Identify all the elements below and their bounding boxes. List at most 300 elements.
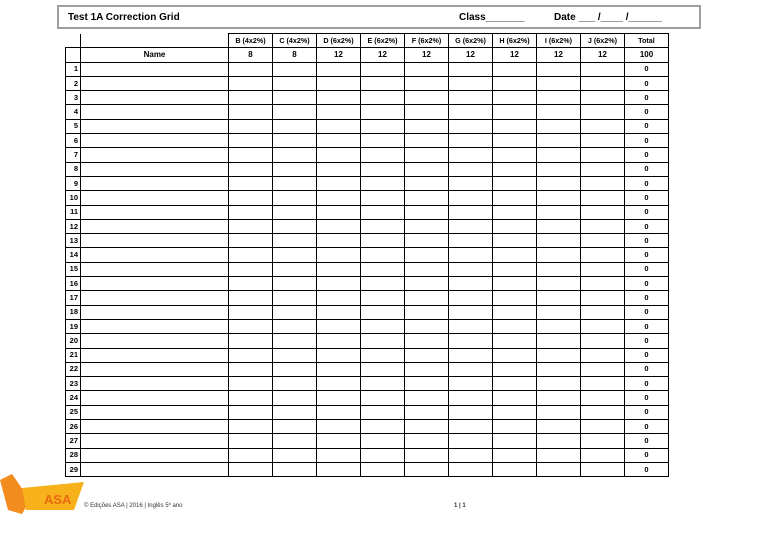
score-cell[interactable] (405, 119, 449, 133)
score-cell[interactable] (493, 191, 537, 205)
score-cell[interactable] (449, 91, 493, 105)
score-cell[interactable] (537, 277, 581, 291)
score-cell[interactable] (361, 134, 405, 148)
table-row (66, 305, 669, 319)
score-cell[interactable] (273, 391, 317, 405)
score-cell[interactable] (317, 377, 361, 391)
student-name-cell[interactable] (81, 234, 229, 248)
score-cell[interactable] (537, 362, 581, 376)
score-cell[interactable] (493, 76, 537, 90)
score-cell[interactable] (405, 420, 449, 434)
score-cell[interactable] (537, 334, 581, 348)
score-cell[interactable] (449, 362, 493, 376)
student-name-cell[interactable] (81, 134, 229, 148)
student-name-cell[interactable] (81, 319, 229, 333)
score-cell[interactable] (361, 334, 405, 348)
score-cell[interactable] (273, 305, 317, 319)
score-cell[interactable] (273, 62, 317, 76)
score-cell[interactable] (537, 119, 581, 133)
score-cell[interactable] (361, 362, 405, 376)
score-cell[interactable] (317, 105, 361, 119)
score-cell[interactable] (361, 262, 405, 276)
score-cell[interactable] (493, 248, 537, 262)
score-cell[interactable] (317, 448, 361, 462)
student-name-cell[interactable] (81, 262, 229, 276)
score-cell[interactable] (317, 434, 361, 448)
score-cell[interactable] (449, 391, 493, 405)
score-cell[interactable] (361, 248, 405, 262)
score-cell[interactable] (405, 319, 449, 333)
score-cell[interactable] (361, 462, 405, 476)
score-cell[interactable] (405, 176, 449, 190)
score-cell[interactable] (581, 148, 625, 162)
score-cell[interactable] (581, 377, 625, 391)
score-cell[interactable] (361, 420, 405, 434)
score-cell[interactable] (405, 348, 449, 362)
score-cell[interactable] (537, 391, 581, 405)
student-name-cell[interactable] (81, 205, 229, 219)
score-cell[interactable] (273, 291, 317, 305)
score-cell[interactable] (581, 219, 625, 233)
score-cell[interactable] (361, 76, 405, 90)
student-name-cell[interactable] (81, 462, 229, 476)
column-max-score: 12 (405, 48, 449, 62)
score-cell[interactable] (273, 334, 317, 348)
score-cell[interactable] (405, 334, 449, 348)
score-cell[interactable] (581, 462, 625, 476)
score-cell[interactable] (273, 76, 317, 90)
score-cell[interactable] (449, 462, 493, 476)
score-cell[interactable] (273, 191, 317, 205)
score-cell[interactable] (229, 434, 273, 448)
score-cell[interactable] (493, 319, 537, 333)
score-cell[interactable] (317, 134, 361, 148)
score-cell[interactable] (405, 248, 449, 262)
score-cell[interactable] (537, 348, 581, 362)
score-cell[interactable] (537, 176, 581, 190)
score-cell[interactable] (405, 191, 449, 205)
score-cell[interactable] (537, 234, 581, 248)
score-cell[interactable] (229, 162, 273, 176)
score-cell[interactable] (581, 248, 625, 262)
score-cell[interactable] (537, 205, 581, 219)
score-cell[interactable] (405, 62, 449, 76)
score-cell[interactable] (229, 391, 273, 405)
score-cell[interactable] (493, 305, 537, 319)
score-cell[interactable] (493, 162, 537, 176)
score-cell[interactable] (273, 405, 317, 419)
score-cell[interactable] (449, 420, 493, 434)
student-name-cell[interactable] (81, 391, 229, 405)
score-cell[interactable] (317, 305, 361, 319)
date-field[interactable]: Date ___ /____ /______ (554, 12, 662, 23)
score-cell[interactable] (405, 91, 449, 105)
score-cell[interactable] (273, 119, 317, 133)
score-cell[interactable] (317, 205, 361, 219)
score-cell[interactable] (361, 291, 405, 305)
student-name-cell[interactable] (81, 191, 229, 205)
score-cell[interactable] (273, 448, 317, 462)
score-cell[interactable] (581, 434, 625, 448)
score-cell[interactable] (581, 205, 625, 219)
score-cell[interactable] (537, 462, 581, 476)
score-cell[interactable] (317, 219, 361, 233)
score-cell[interactable] (273, 262, 317, 276)
score-cell[interactable] (449, 234, 493, 248)
score-cell[interactable] (229, 148, 273, 162)
student-name-cell[interactable] (81, 162, 229, 176)
score-cell[interactable] (361, 162, 405, 176)
score-cell[interactable] (317, 319, 361, 333)
score-cell[interactable] (317, 162, 361, 176)
student-name-cell[interactable] (81, 420, 229, 434)
score-cell[interactable] (537, 76, 581, 90)
score-cell[interactable] (405, 148, 449, 162)
score-cell[interactable] (537, 262, 581, 276)
score-cell[interactable] (229, 134, 273, 148)
score-cell[interactable] (493, 362, 537, 376)
score-cell[interactable] (273, 162, 317, 176)
score-cell[interactable] (317, 291, 361, 305)
score-cell[interactable] (229, 219, 273, 233)
score-cell[interactable] (317, 262, 361, 276)
score-cell[interactable] (493, 291, 537, 305)
score-cell[interactable] (405, 434, 449, 448)
score-cell[interactable] (493, 462, 537, 476)
score-cell[interactable] (537, 405, 581, 419)
score-cell[interactable] (449, 448, 493, 462)
student-name-cell[interactable] (81, 377, 229, 391)
score-cell[interactable] (405, 219, 449, 233)
score-cell[interactable] (405, 377, 449, 391)
score-cell[interactable] (229, 191, 273, 205)
score-cell[interactable] (273, 462, 317, 476)
score-cell[interactable] (493, 234, 537, 248)
score-cell[interactable] (273, 105, 317, 119)
score-cell[interactable] (581, 448, 625, 462)
score-cell[interactable] (317, 405, 361, 419)
score-cell[interactable] (581, 191, 625, 205)
student-name-cell[interactable] (81, 334, 229, 348)
score-cell[interactable] (361, 234, 405, 248)
student-name-cell[interactable] (81, 291, 229, 305)
score-cell[interactable] (405, 405, 449, 419)
score-cell[interactable] (273, 277, 317, 291)
score-cell[interactable] (449, 105, 493, 119)
score-cell[interactable] (361, 391, 405, 405)
score-cell[interactable] (229, 176, 273, 190)
score-cell[interactable] (229, 62, 273, 76)
score-cell[interactable] (273, 362, 317, 376)
score-cell[interactable] (229, 405, 273, 419)
score-cell[interactable] (361, 191, 405, 205)
score-cell[interactable] (405, 448, 449, 462)
score-cell[interactable] (493, 420, 537, 434)
score-cell[interactable] (581, 420, 625, 434)
score-cell[interactable] (449, 134, 493, 148)
score-cell[interactable] (449, 291, 493, 305)
student-name-cell[interactable] (81, 148, 229, 162)
score-cell[interactable] (581, 319, 625, 333)
score-cell[interactable] (493, 377, 537, 391)
score-cell[interactable] (317, 362, 361, 376)
score-cell[interactable] (229, 448, 273, 462)
score-cell[interactable] (581, 105, 625, 119)
score-cell[interactable] (581, 234, 625, 248)
score-cell[interactable] (449, 119, 493, 133)
score-cell[interactable] (449, 219, 493, 233)
student-name-cell[interactable] (81, 348, 229, 362)
student-name-cell[interactable] (81, 248, 229, 262)
student-name-cell[interactable] (81, 448, 229, 462)
score-cell[interactable] (317, 234, 361, 248)
score-cell[interactable] (361, 119, 405, 133)
score-cell[interactable] (449, 191, 493, 205)
score-cell[interactable] (361, 377, 405, 391)
score-cell[interactable] (405, 262, 449, 276)
score-cell[interactable] (537, 377, 581, 391)
score-cell[interactable] (449, 277, 493, 291)
score-cell[interactable] (449, 76, 493, 90)
score-cell[interactable] (493, 405, 537, 419)
score-cell[interactable] (229, 91, 273, 105)
score-cell[interactable] (493, 262, 537, 276)
row-number: 17 (66, 291, 81, 305)
student-name-cell[interactable] (81, 62, 229, 76)
score-cell[interactable] (537, 191, 581, 205)
score-cell[interactable] (493, 391, 537, 405)
score-cell[interactable] (273, 434, 317, 448)
score-cell[interactable] (229, 362, 273, 376)
table-row (66, 405, 669, 419)
score-cell[interactable] (361, 405, 405, 419)
score-cell[interactable] (493, 219, 537, 233)
score-cell[interactable] (537, 248, 581, 262)
score-cell[interactable] (581, 362, 625, 376)
score-cell[interactable] (493, 105, 537, 119)
score-cell[interactable] (493, 277, 537, 291)
score-cell[interactable] (449, 148, 493, 162)
score-cell[interactable] (493, 348, 537, 362)
score-cell[interactable] (405, 291, 449, 305)
score-cell[interactable] (361, 305, 405, 319)
score-cell[interactable] (537, 291, 581, 305)
score-cell[interactable] (317, 391, 361, 405)
score-cell[interactable] (317, 248, 361, 262)
student-name-cell[interactable] (81, 434, 229, 448)
score-cell[interactable] (229, 319, 273, 333)
score-cell[interactable] (405, 205, 449, 219)
score-cell[interactable] (493, 134, 537, 148)
score-cell[interactable] (405, 391, 449, 405)
score-cell[interactable] (273, 234, 317, 248)
score-cell[interactable] (581, 176, 625, 190)
score-cell[interactable] (581, 162, 625, 176)
score-cell[interactable] (229, 119, 273, 133)
score-cell[interactable] (229, 462, 273, 476)
student-name-cell[interactable] (81, 76, 229, 90)
score-cell[interactable] (493, 334, 537, 348)
score-cell[interactable] (581, 277, 625, 291)
score-cell[interactable] (229, 277, 273, 291)
score-cell[interactable] (537, 305, 581, 319)
student-name-cell[interactable] (81, 119, 229, 133)
score-cell[interactable] (405, 105, 449, 119)
score-cell[interactable] (405, 277, 449, 291)
class-field[interactable]: Class_______ (459, 12, 525, 23)
score-cell[interactable] (317, 277, 361, 291)
student-name-cell[interactable] (81, 405, 229, 419)
score-cell[interactable] (493, 205, 537, 219)
score-cell[interactable] (537, 134, 581, 148)
score-cell[interactable] (273, 91, 317, 105)
score-cell[interactable] (537, 319, 581, 333)
score-cell[interactable] (493, 119, 537, 133)
score-cell[interactable] (229, 334, 273, 348)
score-cell[interactable] (273, 176, 317, 190)
score-cell[interactable] (493, 176, 537, 190)
score-cell[interactable] (229, 377, 273, 391)
score-cell[interactable] (449, 248, 493, 262)
score-cell[interactable] (581, 262, 625, 276)
score-cell[interactable] (537, 420, 581, 434)
score-cell[interactable] (317, 91, 361, 105)
score-cell[interactable] (449, 62, 493, 76)
score-cell[interactable] (229, 348, 273, 362)
student-name-cell[interactable] (81, 91, 229, 105)
score-cell[interactable] (405, 362, 449, 376)
score-cell[interactable] (317, 462, 361, 476)
score-cell[interactable] (581, 348, 625, 362)
score-cell[interactable] (361, 348, 405, 362)
score-cell[interactable] (273, 420, 317, 434)
score-cell[interactable] (361, 148, 405, 162)
score-cell[interactable] (449, 405, 493, 419)
score-cell[interactable] (361, 434, 405, 448)
score-cell[interactable] (449, 377, 493, 391)
score-cell[interactable] (273, 319, 317, 333)
score-cell[interactable] (317, 119, 361, 133)
score-cell[interactable] (581, 405, 625, 419)
score-cell[interactable] (273, 148, 317, 162)
score-cell[interactable] (229, 291, 273, 305)
score-cell[interactable] (361, 91, 405, 105)
score-cell[interactable] (361, 105, 405, 119)
score-cell[interactable] (273, 248, 317, 262)
score-cell[interactable] (229, 420, 273, 434)
table-row (66, 448, 669, 462)
row-total: 0 (625, 148, 669, 162)
score-cell[interactable] (361, 219, 405, 233)
student-name-cell[interactable] (81, 362, 229, 376)
score-cell[interactable] (449, 334, 493, 348)
score-cell[interactable] (317, 76, 361, 90)
score-cell[interactable] (361, 448, 405, 462)
score-cell[interactable] (537, 105, 581, 119)
score-cell[interactable] (317, 348, 361, 362)
score-cell[interactable] (493, 448, 537, 462)
score-cell[interactable] (581, 334, 625, 348)
score-cell[interactable] (493, 91, 537, 105)
score-cell[interactable] (449, 205, 493, 219)
score-cell[interactable] (581, 291, 625, 305)
score-cell[interactable] (581, 76, 625, 90)
score-cell[interactable] (537, 148, 581, 162)
student-name-cell[interactable] (81, 219, 229, 233)
score-cell[interactable] (405, 76, 449, 90)
score-cell[interactable] (229, 105, 273, 119)
score-cell[interactable] (581, 391, 625, 405)
score-cell[interactable] (449, 434, 493, 448)
score-cell[interactable] (537, 434, 581, 448)
score-cell[interactable] (493, 62, 537, 76)
score-cell[interactable] (229, 205, 273, 219)
score-cell[interactable] (229, 305, 273, 319)
score-cell[interactable] (537, 219, 581, 233)
score-cell[interactable] (361, 277, 405, 291)
score-cell[interactable] (317, 62, 361, 76)
score-cell[interactable] (537, 448, 581, 462)
score-cell[interactable] (317, 334, 361, 348)
score-cell[interactable] (361, 319, 405, 333)
student-name-cell[interactable] (81, 305, 229, 319)
score-cell[interactable] (405, 462, 449, 476)
score-cell[interactable] (581, 119, 625, 133)
score-cell[interactable] (493, 148, 537, 162)
score-cell[interactable] (449, 162, 493, 176)
score-cell[interactable] (405, 134, 449, 148)
score-cell[interactable] (273, 348, 317, 362)
score-cell[interactable] (493, 434, 537, 448)
score-cell[interactable] (361, 176, 405, 190)
student-name-cell[interactable] (81, 277, 229, 291)
score-cell[interactable] (229, 248, 273, 262)
score-cell[interactable] (317, 191, 361, 205)
score-cell[interactable] (449, 305, 493, 319)
score-cell[interactable] (449, 348, 493, 362)
score-cell[interactable] (581, 134, 625, 148)
score-cell[interactable] (405, 162, 449, 176)
student-name-cell[interactable] (81, 176, 229, 190)
score-cell[interactable] (361, 62, 405, 76)
score-cell[interactable] (537, 162, 581, 176)
score-cell[interactable] (449, 176, 493, 190)
score-cell[interactable] (449, 262, 493, 276)
score-cell[interactable] (273, 377, 317, 391)
student-name-cell[interactable] (81, 105, 229, 119)
score-cell[interactable] (361, 205, 405, 219)
score-cell[interactable] (273, 205, 317, 219)
score-cell[interactable] (229, 234, 273, 248)
score-cell[interactable] (317, 420, 361, 434)
score-cell[interactable] (449, 319, 493, 333)
score-cell[interactable] (581, 305, 625, 319)
score-cell[interactable] (317, 148, 361, 162)
score-cell[interactable] (229, 262, 273, 276)
score-cell[interactable] (273, 134, 317, 148)
score-cell[interactable] (581, 62, 625, 76)
score-cell[interactable] (537, 62, 581, 76)
score-cell[interactable] (229, 76, 273, 90)
score-cell[interactable] (581, 91, 625, 105)
score-cell[interactable] (273, 219, 317, 233)
score-cell[interactable] (405, 305, 449, 319)
column-header: D (6x2%) (317, 34, 361, 48)
score-cell[interactable] (317, 176, 361, 190)
score-cell[interactable] (537, 91, 581, 105)
score-cell[interactable] (405, 234, 449, 248)
row-total: 0 (625, 362, 669, 376)
